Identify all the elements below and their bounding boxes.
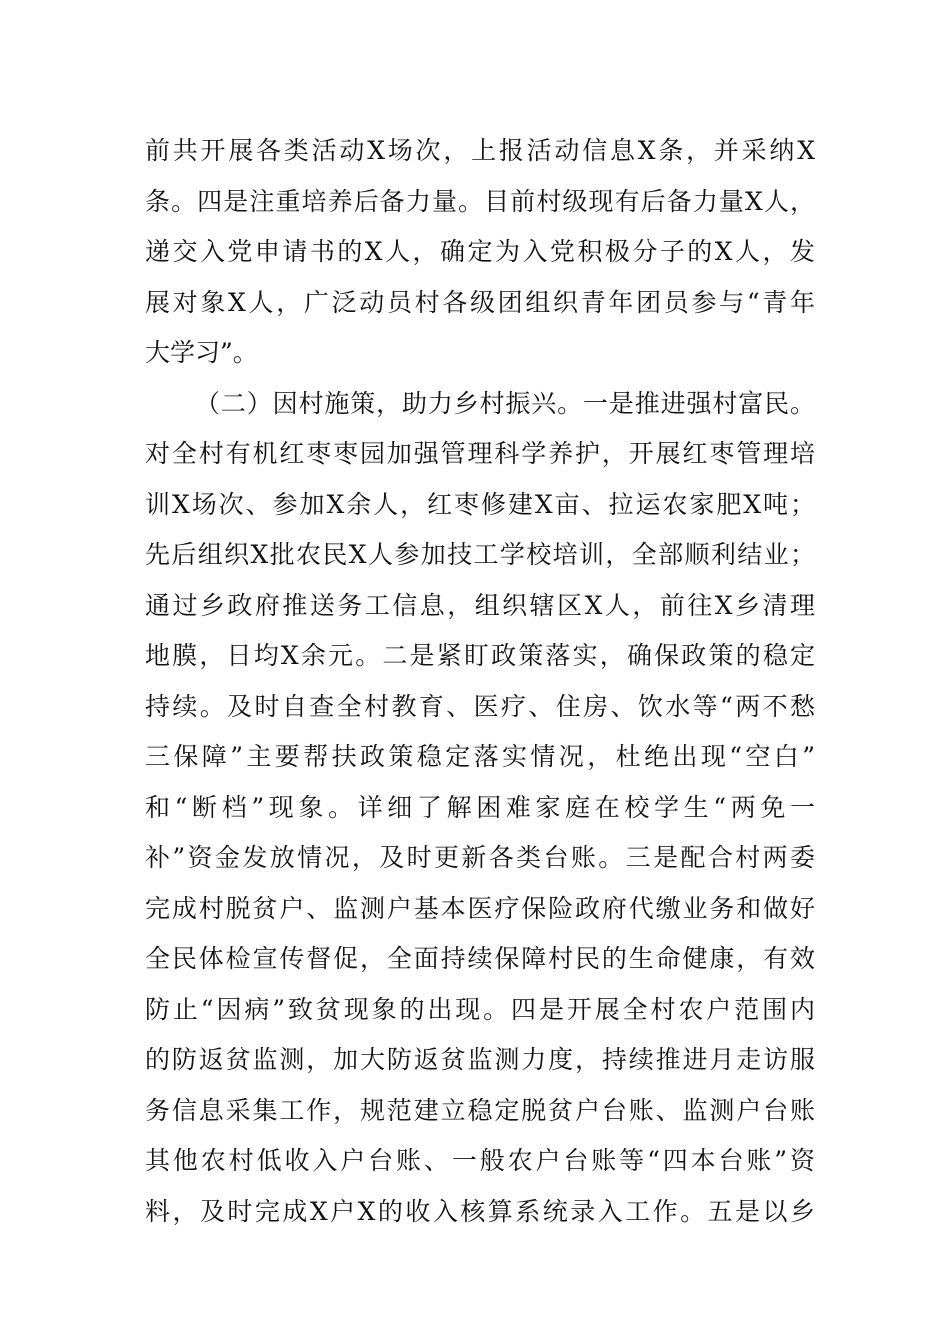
text-line: 递交入党申请书的X人，确定为入党积极分子的X人，发 — [145, 237, 815, 266]
text-line: 务信息采集工作，规范建立稳定脱贫户台账、监测户台账 — [145, 1095, 815, 1125]
text-line: 的防返贫监测，加大防返贫监测力度，持续推进月走访服 — [145, 1045, 815, 1074]
text-line: 条。四是注重培养后备力量。目前村级现有后备力量X人， — [145, 186, 815, 216]
text-line: 前共开展各类活动X场次，上报活动信息X条，并采纳X — [145, 136, 815, 165]
text-line: 料，及时完成X户X的收入核算系统录入工作。五是以乡 — [145, 1196, 815, 1226]
text-line: 完成村脱贫户、监测户基本医疗保险政府代缴业务和做好 — [145, 893, 815, 923]
text-line: 三保障”主要帮扶政策稳定落实情况，杜绝出现“空白” — [145, 742, 815, 771]
text-line: 展对象X人，广泛动员村各级团组织青年团员参与“青年 — [145, 287, 815, 317]
text-line: 防止“因病”致贫现象的出现。四是开展全村农户范围内 — [145, 994, 815, 1024]
text-line: 地膜，日均X余元。二是紧盯政策落实，确保政策的稳定 — [145, 641, 815, 670]
document-body — [145, 126, 815, 1237]
text-line: 训X场次、参加X余人，红枣修建X亩、拉运农家肥X吨； — [145, 489, 815, 519]
text-line: 先后组织X批农民X人参加技工学校培训，全部顺利结业； — [145, 540, 815, 569]
text-line: 和“断档”现象。详细了解困难家庭在校学生“两免一 — [145, 792, 815, 822]
text-line: 持续。及时自查全村教育、医疗、住房、饮水等“两不愁 — [145, 691, 815, 721]
text-line: 大学习”。 — [145, 338, 258, 367]
text-line: 补”资金发放情况，及时更新各类台账。三是配合村两委 — [145, 843, 815, 872]
text-line: 对全村有机红枣枣园加强管理科学养护，开展红枣管理培 — [145, 439, 815, 468]
text-line: 其他农村低收入户台账、一般农户台账等“四本台账”资 — [145, 1146, 815, 1175]
section-heading-line: （二）因村施策，助力乡村振兴。一是推进强村富民。 — [195, 388, 815, 418]
text-line: 全民体检宣传督促，全面持续保障村民的生命健康，有效 — [145, 944, 815, 973]
text-line: 通过乡政府推送务工信息，组织辖区X人，前往X乡清理 — [145, 590, 815, 620]
